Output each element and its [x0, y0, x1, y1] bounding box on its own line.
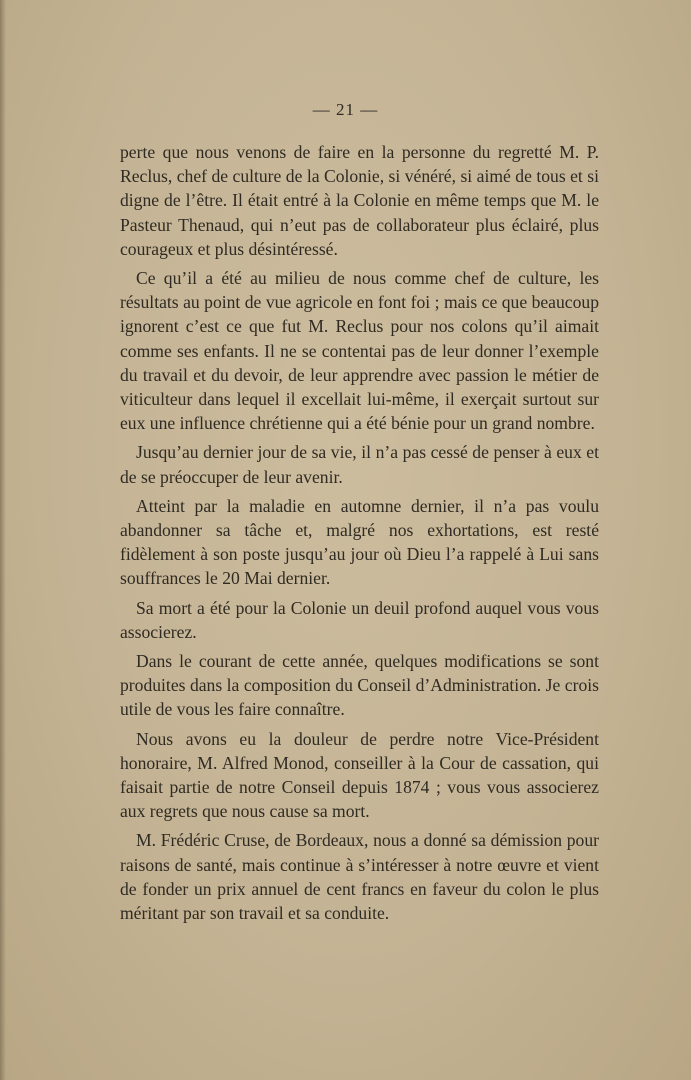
paragraph-3: Jusqu’au dernier jour de sa vie, il n’a pas cessé de penser à eux et de se préoccuper de leur avenir.	[120, 442, 599, 487]
paragraph-5: Sa mort a été pour la Colonie un deuil profond auquel vous vous associerez.	[120, 597, 599, 642]
paragraph-6: Dans le courant de cette année, quelques modifications se sont produites dans la composition du Conseil d’Administration. Je crois utile de vous les faire connaître.	[120, 651, 599, 720]
page-number: — 21 —	[312, 100, 379, 119]
paragraph-4: Atteint par la maladie en automne dernier, il n’a pas voulu abandonner sa tâche et, malgré nos exhortations, est resté fidèlement à son poste jusqu’au jour où Dieu l’a rappelé à Lui sans souffrances le 20 Mai dernier.	[120, 495, 599, 589]
body-text	[120, 140, 599, 930]
page-edge	[0, 0, 6, 1080]
paragraph-2: Ce qu’il a été au milieu de nous comme chef de culture, les résultats au point de vue agricole en font foi ; mais ce que beaucoup ignorent c’est ce que fut M. Reclus pour nos colons qu’il aimait comme ses enfants. Il ne se contentai pas de leur donner l’exemple du travail et du devoir, de leur apprendre avec passion le métier de viticulteur dans lequel il excellait lui-même, il exerçait surtout sur eux une influence chrétienne qui a été bénie pour un grand nombre.	[120, 268, 599, 434]
paragraph-7: Nous avons eu la douleur de perdre notre Vice-Président honoraire, M. Alfred Monod, conseiller à la Cour de cassation, qui faisait partie de notre Conseil depuis 1874 ; vous vous associerez aux regrets que nous cause sa mort.	[120, 728, 599, 822]
paragraph-8: M. Frédéric Cruse, de Bordeaux, nous a donné sa démission pour raisons de santé, mais continue à s’intéresser à notre œuvre et vient de fonder un prix annuel de cent francs en faveur du colon le plus méritant par son travail et sa conduite.	[120, 830, 599, 924]
paragraph-1: perte que nous venons de faire en la personne du regretté M. P. Reclus, chef de culture de la Colonie, si vénéré, si aimé de tous et si digne de l’être. Il était entré à la Colonie en même temps que M. le Pasteur Thenaud, qui n’eut pas de collaborateur plus éclairé, plus courageux et plus désintéressé.	[120, 142, 599, 259]
